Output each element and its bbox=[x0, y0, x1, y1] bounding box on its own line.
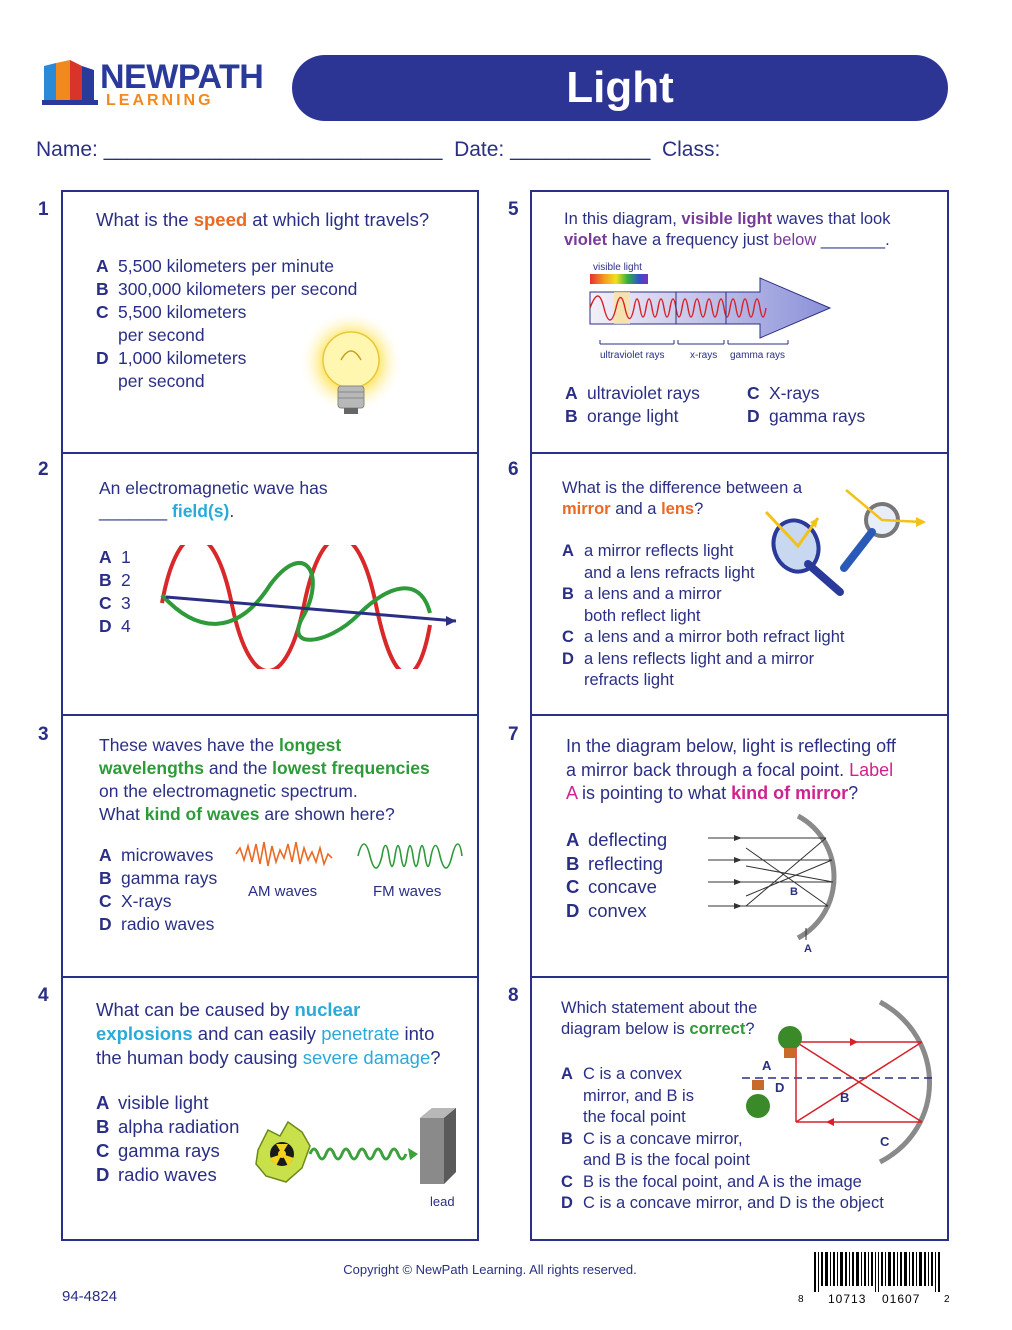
option-d[interactable]: D a lens reflects light and a mirror bbox=[562, 649, 815, 668]
option-c[interactable]: C X-rays bbox=[747, 383, 820, 403]
copyright: Copyright © NewPath Learning. All rights reserved. bbox=[343, 1262, 637, 1277]
option-a[interactable]: A 5,500 kilometers per minute bbox=[96, 256, 334, 276]
em-wave-diagram bbox=[158, 545, 466, 669]
option-d[interactable]: D radio waves bbox=[96, 1164, 217, 1185]
mirror-image-diagram bbox=[738, 998, 938, 1166]
question-number: 3 bbox=[38, 724, 49, 745]
option-b-cont: both reflect light bbox=[584, 606, 701, 625]
question-number: 8 bbox=[508, 985, 519, 1006]
option-a[interactable]: A visible light bbox=[96, 1092, 209, 1113]
page-title: Light bbox=[292, 55, 948, 121]
fm-waves-label: FM waves bbox=[373, 883, 442, 900]
option-d[interactable]: D gamma rays bbox=[747, 406, 866, 426]
question-text: An electromagnetic wave has _______ field(s). bbox=[99, 478, 328, 521]
header-row bbox=[36, 138, 720, 162]
option-c[interactable]: C a lens and a mirror both refract light bbox=[562, 628, 845, 646]
label-a: A bbox=[762, 1058, 772, 1073]
option-list bbox=[99, 844, 217, 936]
option-d[interactable]: D radio waves bbox=[99, 914, 215, 934]
question-number: 7 bbox=[508, 724, 519, 745]
option-a[interactable]: A 1 bbox=[99, 547, 131, 567]
question-text: Which statement about the diagram below is correct? bbox=[561, 999, 758, 1038]
option-b-cont: and B is the focal point bbox=[583, 1151, 750, 1169]
barcode-digits: 01607 bbox=[882, 1292, 921, 1306]
option-list bbox=[96, 1091, 239, 1187]
option-b[interactable]: B gamma rays bbox=[99, 868, 218, 888]
question-number: 2 bbox=[38, 459, 49, 480]
label-d: D bbox=[775, 1080, 785, 1095]
label-b: B bbox=[790, 886, 798, 898]
option-a[interactable]: A deflecting bbox=[566, 829, 668, 850]
option-a-cont: and a lens refracts light bbox=[584, 563, 755, 582]
barcode-digit: 2 bbox=[944, 1294, 950, 1305]
option-a[interactable]: A ultraviolet rays bbox=[565, 383, 700, 403]
label-b: B bbox=[840, 1090, 850, 1105]
radiation-penetration-diagram bbox=[252, 1106, 464, 1192]
book-logo-icon bbox=[42, 60, 98, 108]
option-c[interactable]: C B is the focal point, and A is the image bbox=[561, 1172, 862, 1191]
option-a[interactable]: A microwaves bbox=[99, 845, 214, 865]
barcode-digit: 8 bbox=[798, 1294, 804, 1305]
visible-light-label: visible light bbox=[593, 262, 642, 273]
label-c: C bbox=[880, 1134, 890, 1149]
question-number: 1 bbox=[38, 199, 49, 220]
option-b[interactable]: B alpha radiation bbox=[96, 1116, 240, 1137]
logo-text-newpath: NEWPATH bbox=[100, 58, 264, 96]
option-b[interactable]: B 300,000 kilometers per second bbox=[96, 279, 358, 299]
question-text: In this diagram, visible light waves that look violet have a frequency just below _______. bbox=[564, 210, 891, 249]
date-field[interactable]: ____________ bbox=[510, 138, 651, 161]
option-c-cont: per second bbox=[118, 325, 205, 345]
option-d[interactable]: D 1,000 kilometers bbox=[96, 348, 247, 368]
spectrum-diagram bbox=[588, 274, 834, 354]
option-c[interactable]: C gamma rays bbox=[96, 1140, 220, 1161]
question-text: These waves have the longest wavelengths and the lowest frequencies on the electromagnetic spectrum. What kind of waves are shown here? bbox=[99, 735, 430, 824]
option-a[interactable]: A a mirror reflects light bbox=[562, 542, 734, 560]
option-a-cont: the focal point bbox=[583, 1108, 686, 1126]
ultraviolet-label: ultraviolet rays bbox=[600, 350, 665, 361]
class-label: Class: bbox=[661, 138, 721, 161]
am-waves-label: AM waves bbox=[248, 883, 318, 900]
option-c[interactable]: C X-rays bbox=[99, 891, 172, 911]
question-text: What is the speed at which light travels? bbox=[96, 209, 430, 230]
option-b[interactable]: B orange light bbox=[565, 406, 679, 426]
option-d-cont: per second bbox=[118, 371, 205, 391]
option-b[interactable]: B C is a concave mirror, bbox=[561, 1129, 743, 1148]
product-code: 94-4824 bbox=[62, 1288, 118, 1305]
option-b[interactable]: B a lens and a mirror bbox=[562, 585, 722, 603]
option-c[interactable]: C 5,500 kilometers bbox=[96, 302, 247, 322]
gamma-rays-label: gamma rays bbox=[730, 350, 786, 361]
x-rays-label: x-rays bbox=[690, 350, 718, 361]
label-a: A bbox=[804, 943, 812, 955]
barcode-digits: 10713 bbox=[828, 1292, 867, 1306]
option-c[interactable]: C 3 bbox=[99, 593, 131, 613]
barcode-icon bbox=[812, 1252, 948, 1294]
option-c[interactable]: C concave bbox=[566, 876, 657, 897]
logo bbox=[42, 60, 98, 108]
option-d[interactable]: D C is a concave mirror, and D is the object bbox=[561, 1194, 884, 1212]
option-list bbox=[566, 828, 667, 922]
question-number: 6 bbox=[508, 459, 519, 480]
lead-label: lead bbox=[430, 1194, 455, 1209]
option-d[interactable]: D 4 bbox=[99, 616, 131, 636]
name-label: Name: bbox=[36, 138, 98, 161]
option-list-right bbox=[747, 382, 865, 428]
name-field[interactable]: _____________________________ bbox=[103, 138, 443, 161]
question-text: What can be caused by nuclear explosions and can easily penetrate into the human body causing severe damage? bbox=[96, 999, 441, 1068]
option-d[interactable]: D convex bbox=[566, 899, 647, 921]
question-text: In the diagram below, light is reflecting off a mirror back through a focal point. Label A is pointing to what kind of mirror? bbox=[566, 736, 896, 803]
question-text: What is the difference between a mirror and a lens? bbox=[562, 479, 803, 518]
am-wave-icon bbox=[234, 830, 340, 878]
option-a[interactable]: A C is a convex bbox=[561, 1065, 683, 1083]
question-number: 5 bbox=[508, 199, 519, 220]
date-label: Date: bbox=[454, 138, 505, 161]
option-b[interactable]: B 2 bbox=[99, 570, 131, 590]
option-d-cont: refracts light bbox=[584, 671, 674, 689]
option-list bbox=[562, 541, 844, 692]
light-bulb-icon bbox=[296, 312, 406, 430]
option-list bbox=[99, 546, 131, 638]
option-a-cont: mirror, and B is bbox=[583, 1086, 694, 1105]
concave-mirror-diagram bbox=[706, 812, 840, 942]
logo-text-learning: LEARNING bbox=[106, 92, 214, 109]
question-number: 4 bbox=[38, 985, 49, 1006]
option-b[interactable]: B reflecting bbox=[566, 852, 664, 874]
fm-wave-icon bbox=[356, 838, 464, 874]
option-list-left bbox=[565, 382, 700, 428]
